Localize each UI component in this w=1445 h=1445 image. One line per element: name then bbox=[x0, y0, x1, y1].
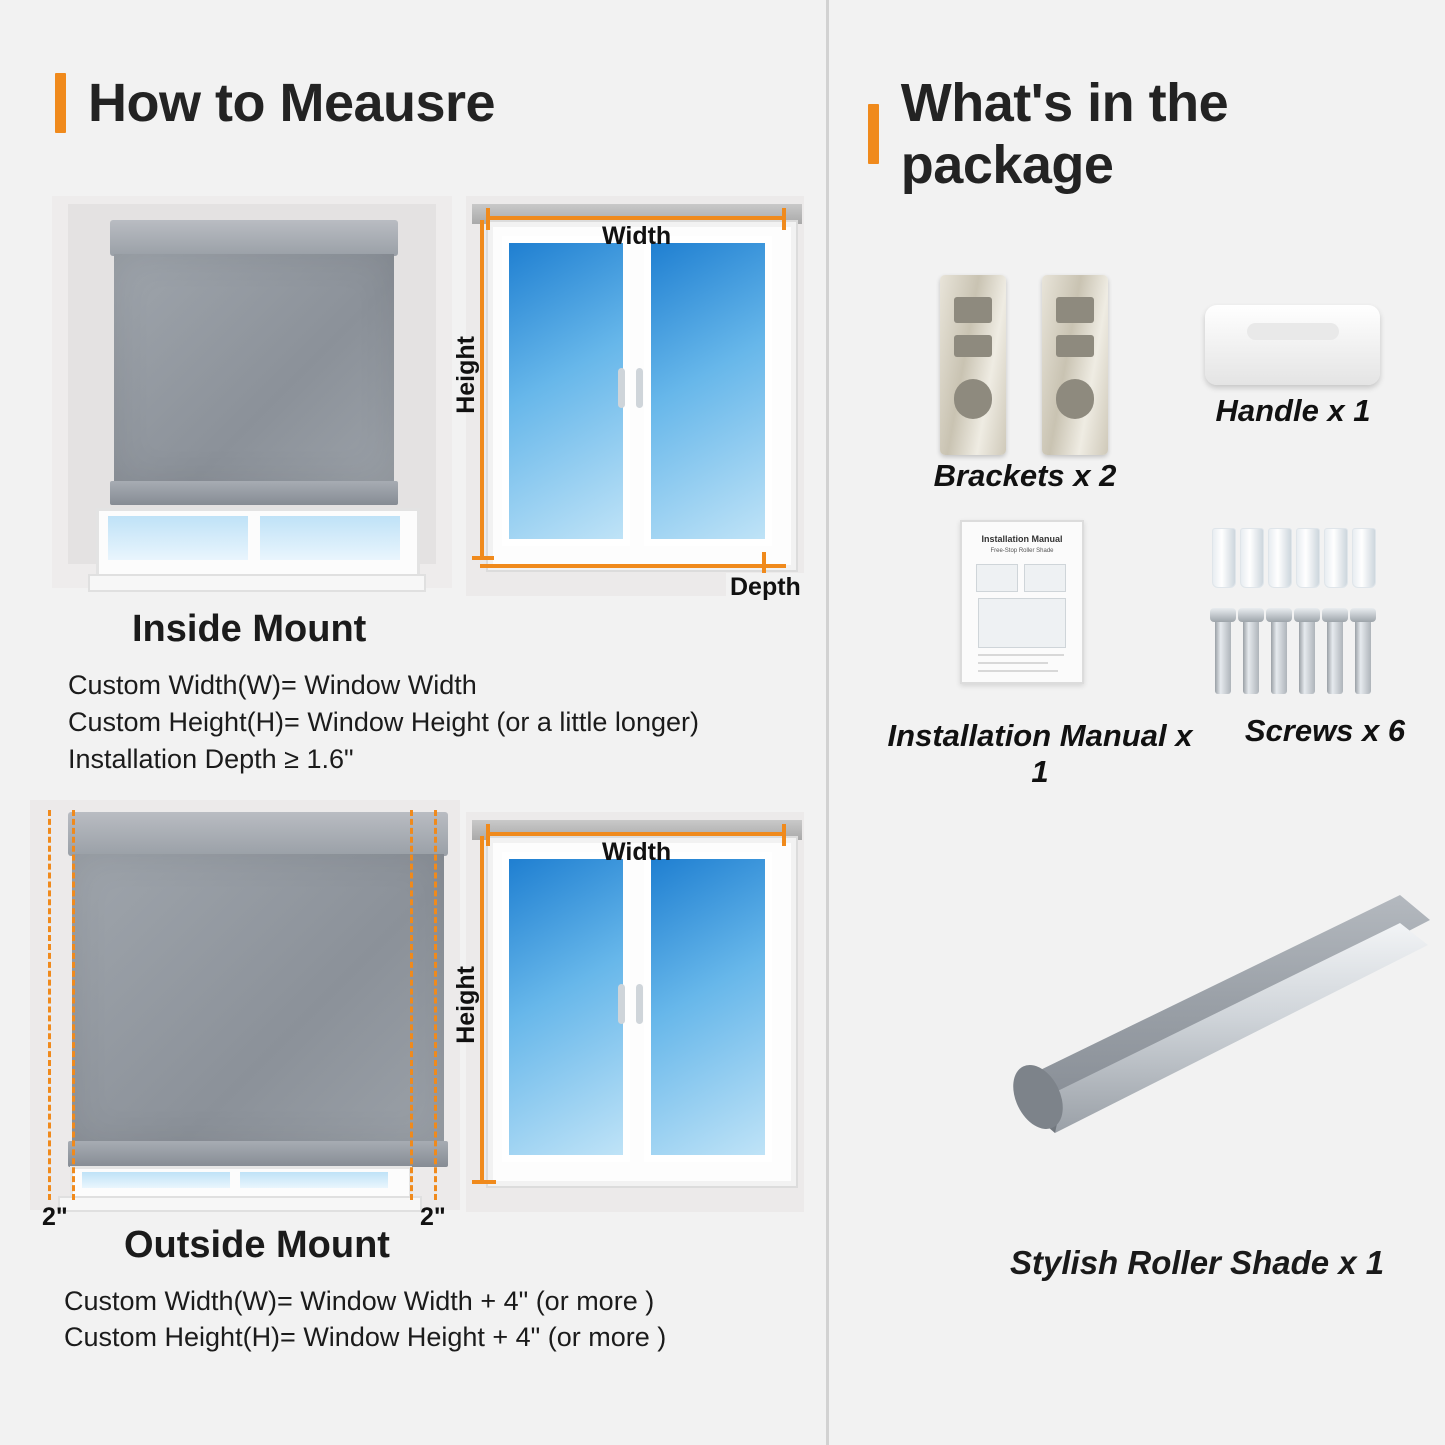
shade-headrail bbox=[110, 220, 398, 256]
inside-mount-line-1: Custom Width(W)= Window Width bbox=[68, 670, 477, 700]
outside-height-label: Height bbox=[452, 966, 480, 1044]
width-dimension-line bbox=[486, 832, 786, 836]
inside-mount-shade-illustration bbox=[52, 196, 452, 588]
screw-6 bbox=[1355, 608, 1371, 694]
window-sill bbox=[88, 574, 426, 592]
window-glass-right bbox=[260, 516, 400, 560]
width-tick-right bbox=[782, 208, 786, 230]
manual-text-line-2 bbox=[978, 662, 1048, 664]
manual-title: Installation Manual bbox=[981, 534, 1063, 544]
screw-3 bbox=[1271, 608, 1287, 694]
window-glass-left bbox=[82, 1172, 230, 1188]
manual-figure-3 bbox=[978, 598, 1066, 648]
left-section-heading bbox=[55, 72, 495, 134]
window-sash-left bbox=[502, 852, 630, 1162]
overhang-guide-right bbox=[434, 810, 437, 1200]
window-handle-left bbox=[618, 984, 625, 1024]
manual-figure-2 bbox=[1024, 564, 1066, 592]
height-tick-bottom bbox=[472, 556, 494, 560]
handle-caption: Handle x 1 bbox=[1215, 393, 1371, 428]
width-tick-left bbox=[486, 824, 490, 846]
right-heading-text: What's in the package bbox=[900, 73, 1229, 195]
accent-bar bbox=[868, 104, 879, 164]
outside-mount-dimension-diagram bbox=[466, 812, 804, 1212]
outside-mount-line-2: Custom Height(H)= Window Height + 4" (or more ) bbox=[64, 1322, 667, 1352]
outside-mount-title: Outside Mount bbox=[124, 1224, 390, 1266]
bracket-1 bbox=[940, 275, 1006, 455]
handle-grip-cutout bbox=[1247, 323, 1339, 340]
inside-mount-line-2: Custom Height(H)= Window Height (or a little longer) bbox=[68, 707, 699, 737]
wall-anchor-6 bbox=[1352, 528, 1376, 588]
manual-figure-1 bbox=[976, 564, 1018, 592]
bottom-dimension-line bbox=[480, 564, 786, 568]
inside-mount-line-3: Installation Depth ≥ 1.6" bbox=[68, 744, 354, 774]
outside-width-label: Width bbox=[602, 838, 672, 866]
width-tick-left bbox=[486, 208, 490, 230]
roller-shade-caption: Stylish Roller Shade x 1 bbox=[1010, 1244, 1385, 1281]
window-edge-guide-right bbox=[410, 810, 413, 1200]
window-handle-right bbox=[636, 368, 643, 408]
inside-mount-dimension-diagram bbox=[466, 196, 804, 596]
shade-bottom-bar bbox=[110, 481, 398, 505]
roller-shade-svg bbox=[930, 875, 1430, 1175]
inside-height-label: Height bbox=[452, 336, 480, 414]
overhang-guide-left bbox=[48, 810, 51, 1200]
outside-overhang-left-label: 2" bbox=[42, 1203, 68, 1231]
width-tick-right bbox=[782, 824, 786, 846]
window-lintel bbox=[472, 820, 802, 840]
window-edge-guide-left bbox=[72, 810, 75, 1200]
shade-fabric bbox=[114, 254, 394, 484]
wall-anchor-5 bbox=[1324, 528, 1348, 588]
screw-2 bbox=[1243, 608, 1259, 694]
screw-4 bbox=[1299, 608, 1315, 694]
inside-width-label: Width bbox=[602, 222, 672, 250]
wall-anchor-1 bbox=[1212, 528, 1236, 588]
column-divider bbox=[826, 0, 829, 1445]
outside-mount-shade-illustration bbox=[30, 800, 460, 1210]
window-sash-left bbox=[502, 236, 630, 546]
inside-depth-label: Depth bbox=[726, 573, 805, 602]
right-section-heading bbox=[868, 72, 1445, 196]
bracket-2 bbox=[1042, 275, 1108, 455]
shade-bottom-bar bbox=[68, 1141, 448, 1167]
installation-manual bbox=[960, 520, 1084, 684]
window-handle-right bbox=[636, 984, 643, 1024]
window-sash-right bbox=[644, 852, 772, 1162]
window-lintel bbox=[472, 204, 802, 224]
shade-headrail bbox=[68, 812, 448, 856]
inside-mount-title: Inside Mount bbox=[132, 608, 367, 650]
manual-text-line-1 bbox=[978, 654, 1064, 656]
window-sash-right bbox=[644, 236, 772, 546]
height-tick-bottom bbox=[472, 1180, 496, 1184]
brackets-caption: Brackets x 2 bbox=[933, 458, 1117, 493]
handle-product bbox=[1205, 305, 1380, 385]
outside-mount-line-1: Custom Width(W)= Window Width + 4" (or more ) bbox=[64, 1286, 655, 1316]
wall-anchor-2 bbox=[1240, 528, 1264, 588]
screw-1 bbox=[1215, 608, 1231, 694]
outside-overhang-right-label: 2" bbox=[420, 1203, 446, 1231]
roller-shade-product bbox=[930, 875, 1430, 1175]
width-dimension-line bbox=[486, 216, 786, 220]
screws-caption: Screws x 6 bbox=[1244, 713, 1406, 748]
manual-subtitle: Free-Stop Roller Shade bbox=[990, 548, 1054, 554]
window-glass-right bbox=[240, 1172, 388, 1188]
window-glass-left bbox=[108, 516, 248, 560]
left-heading-text: How to Meausre bbox=[88, 73, 496, 133]
window-handle-left bbox=[618, 368, 625, 408]
manual-text-line-3 bbox=[978, 670, 1058, 672]
wall-anchor-3 bbox=[1268, 528, 1292, 588]
wall-anchor-4 bbox=[1296, 528, 1320, 588]
window-sill bbox=[58, 1196, 422, 1212]
shade-fabric bbox=[72, 854, 444, 1144]
screw-5 bbox=[1327, 608, 1343, 694]
manual-caption: Installation Manual x 1 bbox=[887, 718, 1193, 789]
accent-bar bbox=[55, 73, 66, 133]
